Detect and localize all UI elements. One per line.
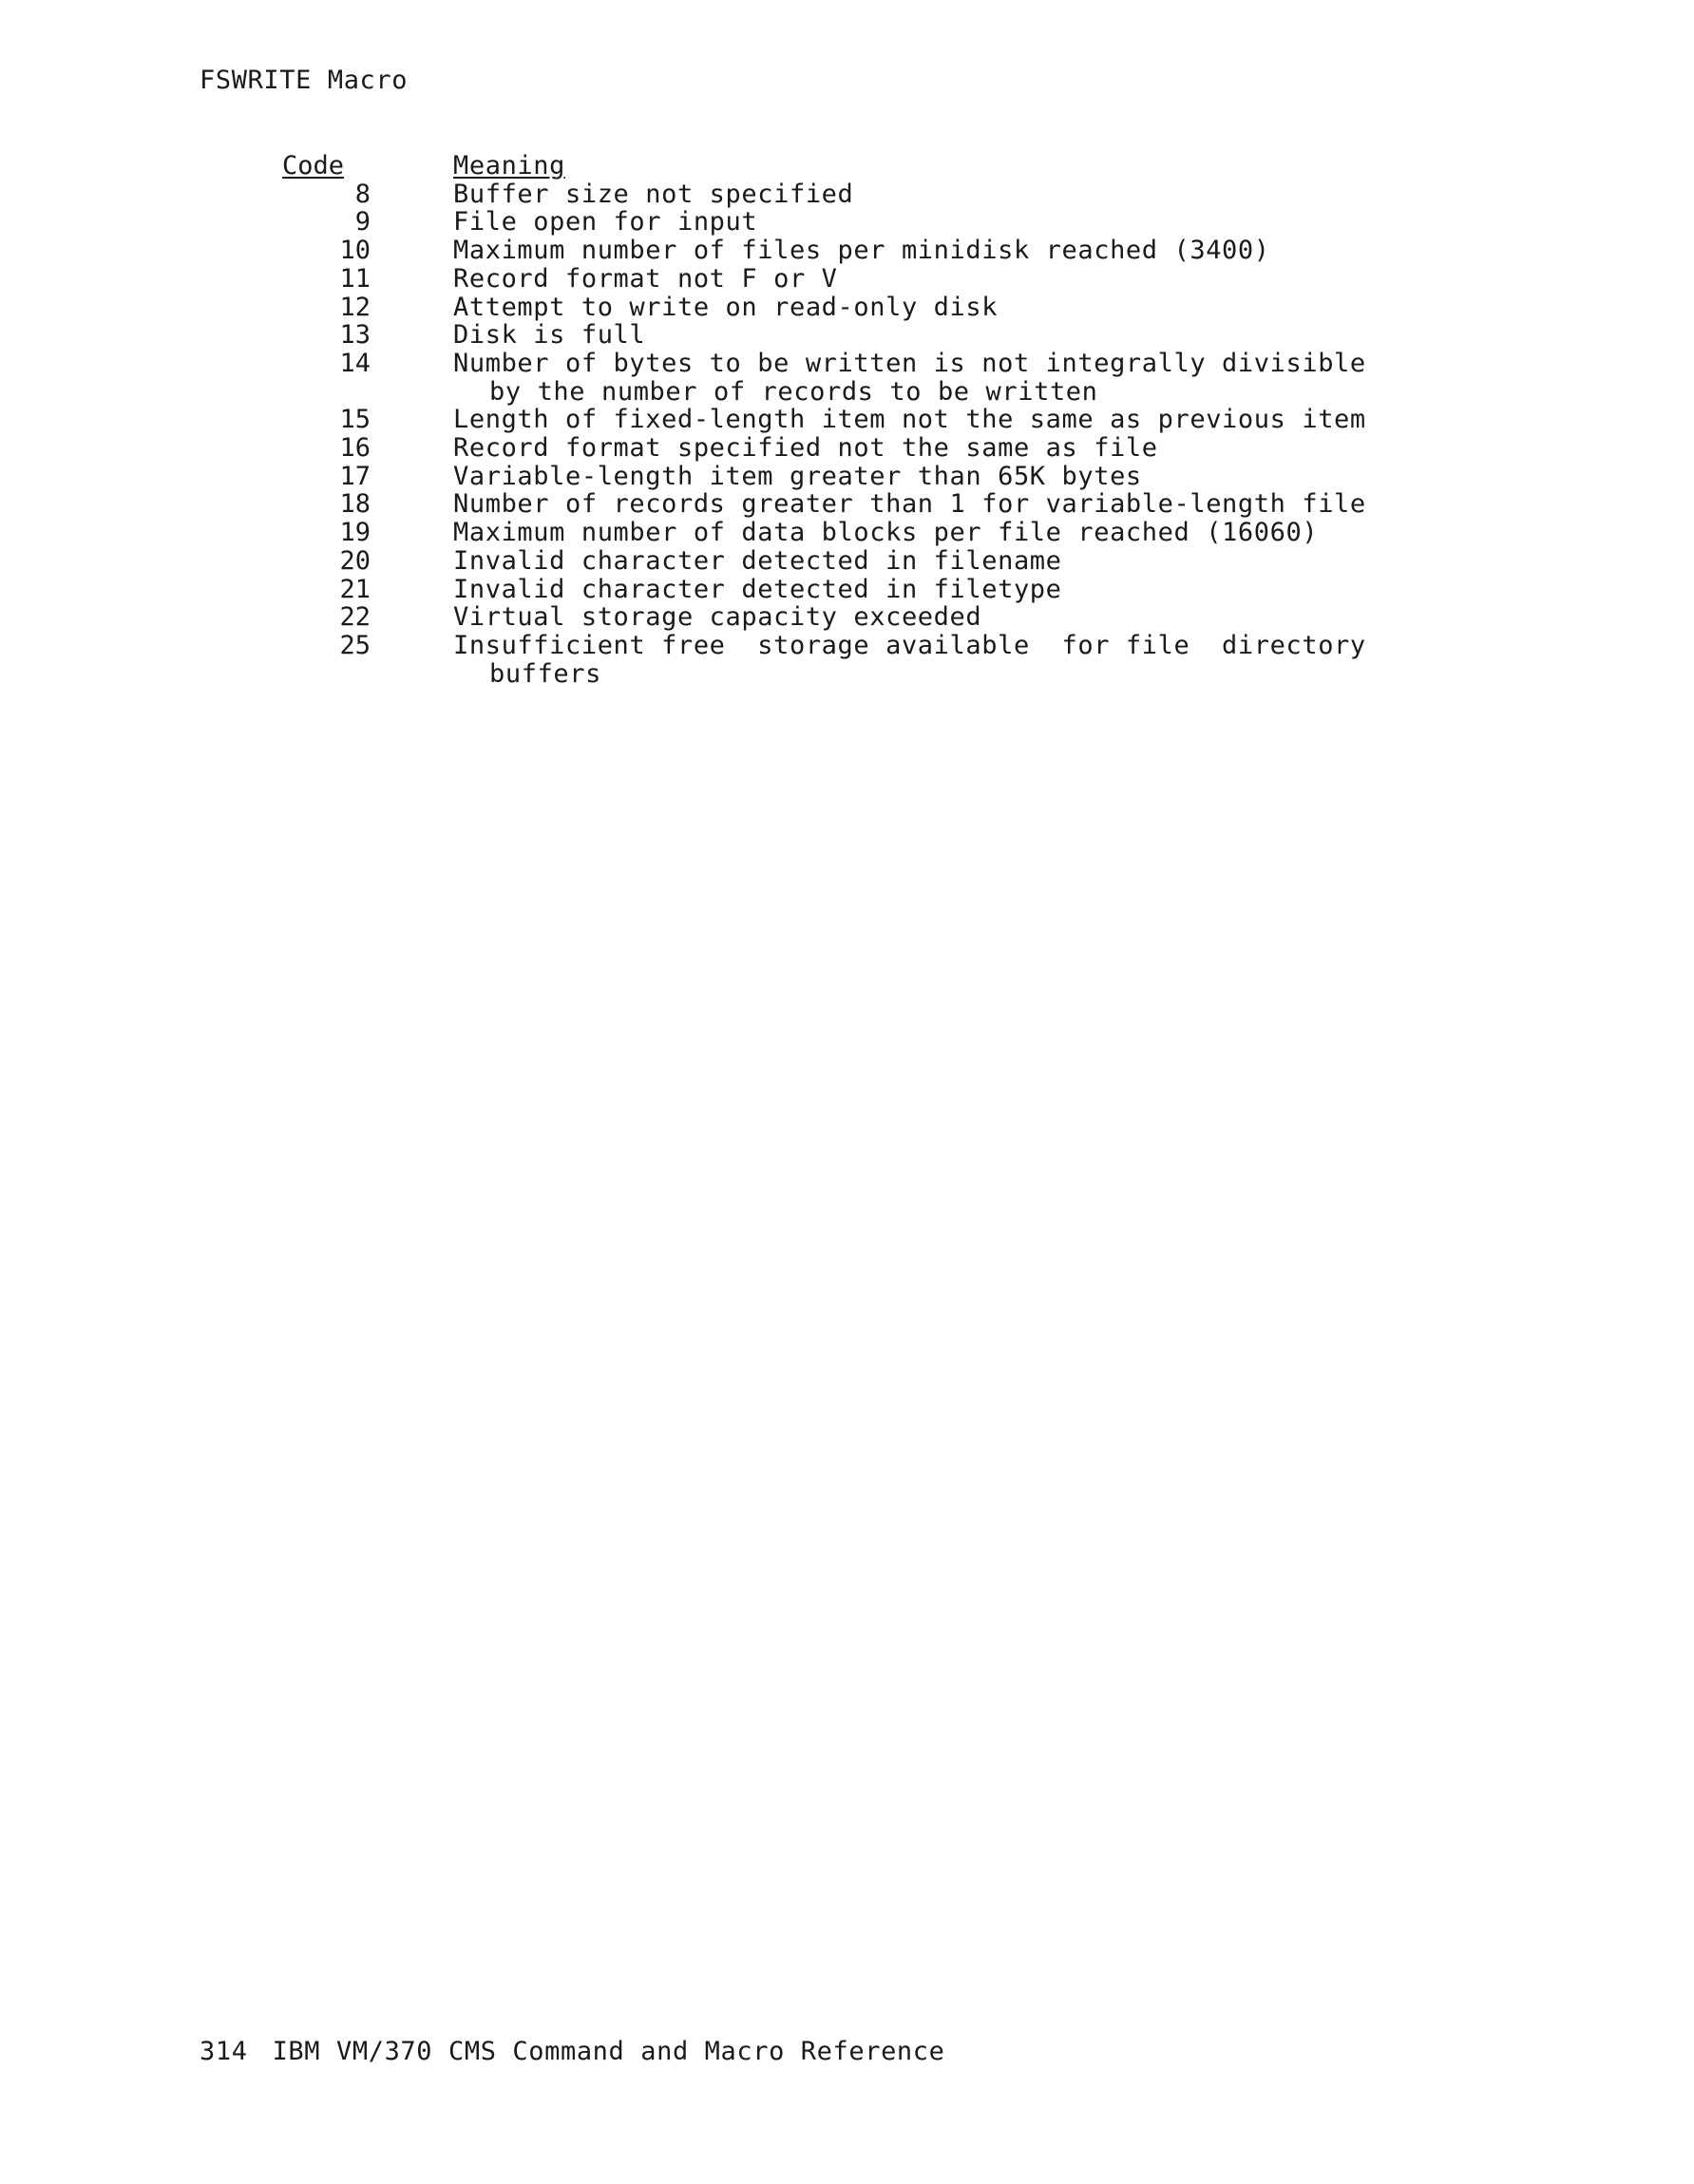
meaning-line: File open for input	[453, 207, 758, 237]
meaning-line: Number of bytes to be written is not integrally divisible	[453, 348, 1366, 378]
code-meaning	[453, 547, 1422, 576]
meaning-line: Variable-length item greater than 65K bytes	[453, 461, 1142, 491]
return-code: 17	[339, 461, 371, 491]
code-meaning	[453, 576, 1422, 604]
meaning-column-header: Meaning	[453, 151, 565, 180]
meaning-line: Maximum number of files per minidisk reached (3400)	[453, 236, 1270, 266]
code-meaning	[453, 406, 1422, 434]
table-row	[0, 632, 1694, 688]
code-meaning	[453, 632, 1422, 688]
return-code: 10	[339, 236, 371, 266]
table-row	[0, 237, 1694, 265]
table-row	[0, 180, 1694, 209]
return-code: 22	[339, 602, 371, 633]
meaning-line: Disk is full	[453, 320, 646, 351]
meaning-line: Length of fixed-length item not the same as previous item	[453, 405, 1366, 435]
code-meaning	[453, 208, 1422, 237]
table-row	[0, 519, 1694, 547]
meaning-continuation-line: buffers	[489, 658, 601, 689]
table-row	[0, 603, 1694, 632]
meaning-line: Virtual storage capacity exceeded	[453, 602, 982, 633]
meaning-line: Number of records greater than 1 for variable-length file	[453, 489, 1366, 520]
return-code: 13	[339, 320, 371, 351]
return-code: 12	[339, 292, 371, 322]
return-code: 8	[354, 179, 371, 209]
return-code: 9	[354, 207, 371, 237]
meaning-line: Insufficient free storage available for file directory	[453, 630, 1366, 660]
table-row	[0, 434, 1694, 463]
meaning-line: Invalid character detected in filetype	[453, 574, 1062, 604]
table-row	[0, 576, 1694, 604]
running-header: FSWRITE Macro	[200, 66, 409, 95]
table-row	[0, 321, 1694, 350]
meaning-line: Invalid character detected in filename	[453, 545, 1062, 576]
return-code: 15	[339, 405, 371, 435]
return-code: 16	[339, 433, 371, 464]
code-meaning	[453, 519, 1422, 547]
return-code: 18	[339, 489, 371, 520]
table-row	[0, 490, 1694, 519]
return-code: 21	[339, 574, 371, 604]
meaning-line: Buffer size not specified	[453, 179, 854, 209]
return-code-table	[0, 152, 1694, 688]
meaning-continuation-line: by the number of records to be written	[489, 376, 1098, 407]
code-meaning	[453, 180, 1422, 209]
table-row	[0, 463, 1694, 491]
code-meaning	[453, 321, 1422, 350]
table-row	[0, 350, 1694, 406]
table-body	[0, 180, 1694, 689]
return-code: 11	[339, 263, 371, 294]
meaning-line: Attempt to write on read-only disk	[453, 292, 999, 322]
return-code: 20	[339, 545, 371, 576]
return-code: 14	[339, 348, 371, 378]
code-meaning	[453, 294, 1422, 322]
table-row	[0, 265, 1694, 294]
code-meaning	[453, 237, 1422, 265]
publication-title: IBM VM/370 CMS Command and Macro Reference	[272, 2037, 945, 2066]
page-number: 314	[200, 2037, 248, 2066]
meaning-line: Record format not F or V	[453, 263, 838, 294]
running-footer	[200, 2036, 945, 2068]
code-column-header: Code	[282, 151, 345, 180]
code-meaning	[453, 463, 1422, 491]
return-code: 25	[339, 630, 371, 660]
return-code: 19	[339, 518, 371, 548]
table-row	[0, 294, 1694, 322]
table-row	[0, 406, 1694, 434]
table-row	[0, 547, 1694, 576]
code-meaning	[453, 603, 1422, 632]
code-meaning	[453, 350, 1422, 406]
meaning-line: Maximum number of data blocks per file reached (16060)	[453, 518, 1319, 548]
meaning-line: Record format specified not the same as file	[453, 433, 1158, 464]
table-row	[0, 208, 1694, 237]
code-meaning	[453, 434, 1422, 463]
code-meaning	[453, 265, 1422, 294]
table-header-row	[0, 152, 1694, 180]
code-meaning	[453, 490, 1422, 519]
